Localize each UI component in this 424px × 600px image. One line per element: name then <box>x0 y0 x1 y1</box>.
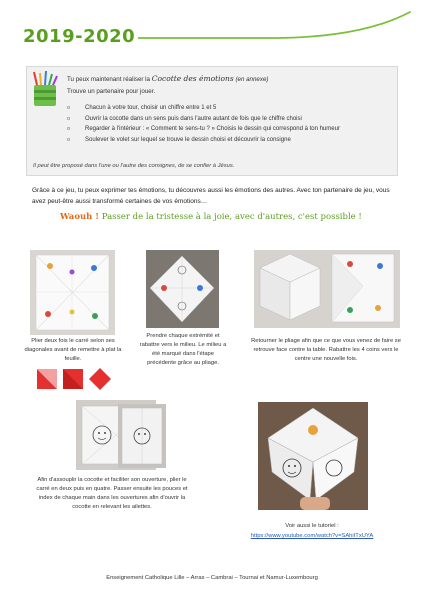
photo-step-2 <box>146 250 219 328</box>
caption-step-3: Retourner le pliage afin que ce que vous venez de faire se retrouve face contre la table. Rabattre les 4 coins vers le centre une nouvelle fois. <box>251 338 401 362</box>
partner-line: Trouve un partenaire pour jouer. <box>67 88 156 95</box>
red-diagonal-squares <box>36 368 112 390</box>
page-title: 2019-2020 <box>23 26 136 47</box>
list-item: o Ouvrir la cocotte dans un sens puis dans l'autre autant de fois que le chiffre choisi <box>67 114 340 125</box>
caption-step-4: Afin d'assouplir la cocotte et faciliter son ouverture, plier le carré en deux puis en quatre. Passer ensuite les pouces et index de chaque main dans les ouvertures afin d'ouvrir la cocotte en relevant les ailettes. <box>36 477 188 510</box>
body-paragraph: Grâce à ce jeu, tu peux exprimer tes émotions, tu découvres aussi les émotions des autres. Avec ton partenaire de jeu, vous avez peut-être aussi transformé certaines de vos émotions… <box>32 187 390 205</box>
photo-step-6 <box>258 402 368 510</box>
decorative-swoosh <box>138 10 413 50</box>
caption-step-1: Plier deux fois le carré selon ses diagonales avant de remettre à plat la feuille. <box>24 338 122 362</box>
slogan <box>60 212 362 222</box>
intro-line: Tu peux maintenant réaliser la Cocotte des émotions (en annexe) <box>67 74 269 83</box>
slogan-wow: Waouh ! <box>60 212 100 222</box>
tutorial-label: Voir aussi le tutoriel : <box>285 523 339 529</box>
photo-step-3 <box>254 250 400 328</box>
pencil-cup-icon <box>31 71 59 107</box>
photo-step-5 <box>118 404 166 468</box>
activity-title: Cocotte des émotions <box>151 74 234 83</box>
list-item: o Chacun à votre tour, choisir un chiffre entre 1 et 5 <box>67 103 340 114</box>
note-text: Il peut être proposé dans l'une ou l'autre des consignes, de se confier à Jésus. <box>33 163 235 169</box>
caption-step-2: Prendre chaque extrémité et rabattre vers le milieu. Le milieu a été marqué dans l'étape précédente grâce au pliage. <box>139 333 227 366</box>
footer: Enseignement Catholique Lille – Arras – Cambrai – Tournai et Namur-Luxembourg <box>106 575 318 581</box>
instruction-box <box>26 66 398 176</box>
slogan-text: Passer de la tristesse à la joie, avec d'autres, c'est possible ! <box>99 212 362 222</box>
list-item: o Soulever le volet sur lequel se trouve le dessin choisi et découvrir la consigne <box>67 135 340 146</box>
list-item: o Regarder à l'intérieur : « Comment te sens-tu ? » Choisis le dessin qui correspond à ton humeur <box>67 124 340 135</box>
photo-step-1 <box>30 250 115 335</box>
steps-list <box>67 103 340 145</box>
tutorial-link[interactable]: https://www.youtube.com/watch?v=SAhiITxUYA <box>250 533 374 539</box>
